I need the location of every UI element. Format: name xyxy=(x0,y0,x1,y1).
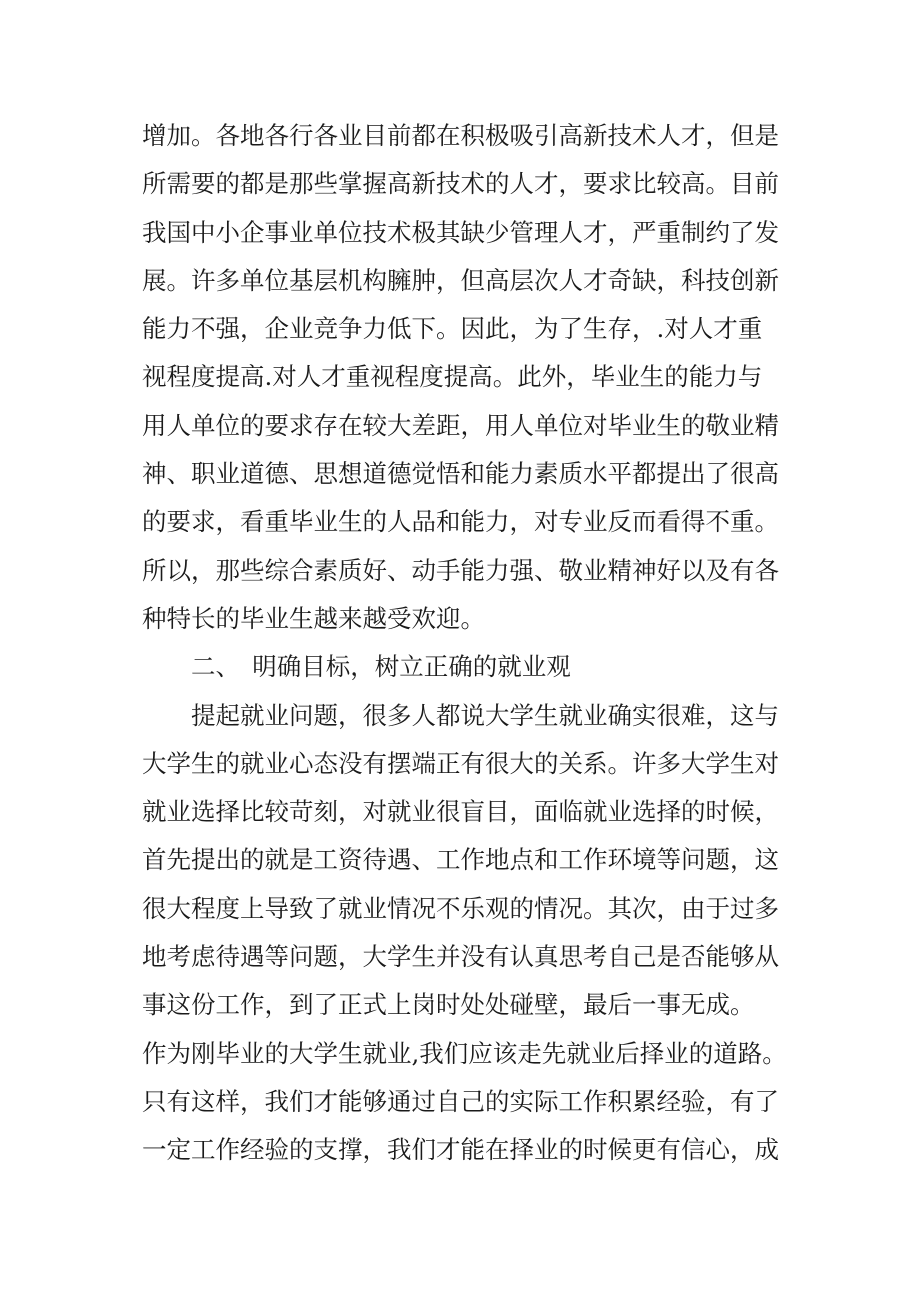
text-line: 所以，那些综合素质好、动手能力强、敬业精神好以及有各 xyxy=(142,555,779,585)
text-line: 的要求，看重毕业生的人品和能力，对专业反而看得不重。 xyxy=(142,507,779,537)
text-line: 就业选择比较苛刻，对就业很盲目，面临就业选择的时候， xyxy=(142,797,779,827)
text-line: 种特长的毕业生越来越受欢迎。 xyxy=(142,603,485,633)
text-line: 一定工作经验的支撑，我们才能在择业的时候更有信心，成 xyxy=(142,1135,779,1165)
text-line: 很大程度上导致了就业情况不乐观的情况。其次，由于过多 xyxy=(142,893,779,923)
text-line: 视程度提高.对人才重视程度提高。此外，毕业生的能力与 xyxy=(142,362,763,392)
text-line: 事这份工作，到了正式上岗时处处碰壁，最后一事无成。 xyxy=(142,990,755,1020)
text-line: 作为刚毕业的大学生就业,我们应该走先就业后择业的道路。 xyxy=(142,1038,787,1068)
text-line: 增加。各地各行各业目前都在积极吸引高新技术人才，但是 xyxy=(142,121,779,150)
text-line: 我国中小企事业单位技术极其缺少管理人才，严重制约了发 xyxy=(142,217,779,247)
text-line: 用人单位的要求存在较大差距，用人单位对毕业生的敬业精 xyxy=(142,410,779,440)
text-line: 提起就业问题，很多人都说大学生就业确实很难，这与 xyxy=(142,700,779,730)
text-line: 地考虑待遇等问题，大学生并没有认真思考自己是否能够从 xyxy=(142,942,779,972)
text-line: 展。许多单位基层机构臃肿，但高层次人才奇缺，科技创新 xyxy=(142,265,779,295)
text-line: 所需要的都是那些掌握高新技术的人才，要求比较高。目前 xyxy=(142,169,779,199)
text-line: 大学生的就业心态没有摆端正有很大的关系。许多大学生对 xyxy=(142,748,779,778)
section-heading: 二、 明确目标，树立正确的就业观 xyxy=(142,652,571,682)
text-line: 首先提出的就是工资待遇、工作地点和工作环境等问题，这 xyxy=(142,845,779,875)
document-body xyxy=(142,112,792,1175)
text-line: 能力不强，企业竞争力低下。因此，为了生存，.对人才重 xyxy=(142,314,763,344)
text-line: 神、职业道德、思想道德觉悟和能力素质水平都提出了很高 xyxy=(142,459,779,489)
text-line: 只有这样，我们才能够通过自己的实际工作积累经验，有了 xyxy=(142,1086,779,1116)
